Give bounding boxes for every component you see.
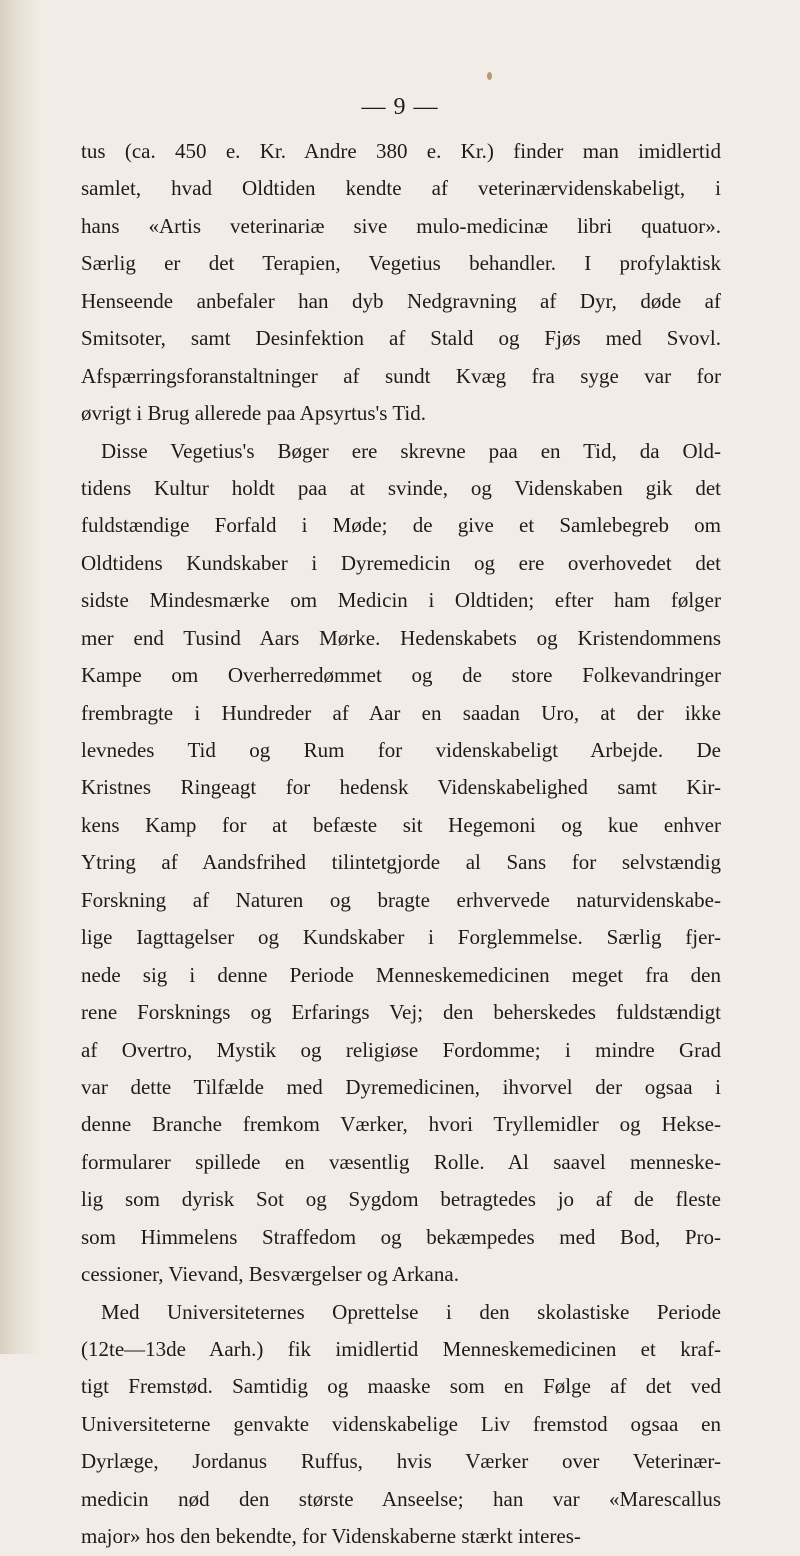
text-line: af Overtro, Mystik og religiøse Fordomme; i mindre Grad xyxy=(81,1037,721,1062)
text-line: Kampe om Overherredømmet og de store Folkevandringer xyxy=(81,663,721,688)
text-line: Afspærringsforanstaltninger af sundt Kvæg fra syge var for xyxy=(81,363,721,388)
text-line: Med Universiteternes Oprettelse i den skolastiske Periode xyxy=(101,1299,721,1324)
ink-speck xyxy=(487,72,492,80)
text-line: levnedes Tid og Rum for videnskabeligt Arbejde. De xyxy=(81,738,721,762)
page-body xyxy=(81,133,721,1556)
text-line: Dyrlæge, Jordanus Ruffus, hvis Værker over Veterinær- xyxy=(81,1449,721,1474)
text-line: tus (ca. 450 e. Kr. Andre 380 e. Kr.) finder man imidlertid xyxy=(81,139,721,163)
text-line: Disse Vegetius's Bøger ere skrevne paa en Tid, da Old- xyxy=(101,438,721,463)
text-line: formularer spillede en væsentlig Rolle. Al saavel menneske- xyxy=(81,1149,721,1174)
text-line: tigt Fremstød. Samtidig og maaske som en Følge af det ved xyxy=(81,1374,721,1399)
text-line: cessioner, Vievand, Besværgelser og Arkana. xyxy=(81,1262,459,1287)
text-line: denne Branche fremkom Værker, hvori Tryllemidler og Hekse- xyxy=(81,1112,721,1137)
text-line: Ytring af Aandsfrihed tilintetgjorde al Sans for selvstændig xyxy=(81,850,721,875)
text-line: Smitsoter, samt Desinfektion af Stald og Fjøs med Svovl. xyxy=(81,326,721,351)
text-line: rene Forsknings og Erfarings Vej; den beherskedes fuldstændigt xyxy=(81,1000,721,1025)
text-line: tidens Kultur holdt paa at svinde, og Videnskaben gik det xyxy=(81,475,721,500)
text-line: samlet, hvad Oldtiden kendte af veterinærvidenskabeligt, i xyxy=(81,176,721,201)
text-line: Henseende anbefaler han dyb Nedgravning af Dyr, døde af xyxy=(81,288,721,313)
text-line: hans «Artis veterinariæ sive mulo-medicinæ libri quatuor». xyxy=(81,213,721,238)
text-line: medicin nød den største Anseelse; han var «Marescallus xyxy=(81,1486,721,1511)
text-line: som Himmelens Straffedom og bekæmpedes med Bod, Pro- xyxy=(81,1224,721,1249)
text-line: kens Kamp for at befæste sit Hegemoni og kue enhver xyxy=(81,812,721,837)
text-line: mer end Tusind Aars Mørke. Hedenskabets og Kristendommens xyxy=(81,625,721,650)
text-line: var dette Tilfælde med Dyremedicinen, ihvorvel der ogsaa i xyxy=(81,1074,721,1099)
text-line: Universiteterne genvakte videnskabelige Liv fremstod ogsaa en xyxy=(81,1411,721,1436)
text-line: lige Iagttagelser og Kundskaber i Forglemmelse. Særlig fjer- xyxy=(81,925,721,950)
text-line: fuldstændige Forfald i Møde; de give et Samlebegreb om xyxy=(81,513,721,538)
text-line: (12te—13de Aarh.) fik imidlertid Menneskemedicinen et kraf- xyxy=(81,1337,721,1361)
text-line: Særlig er det Terapien, Vegetius behandler. I profylaktisk xyxy=(81,251,721,276)
page-number: — 9 — xyxy=(361,94,439,120)
text-line: Forskning af Naturen og bragte erhvervede naturvidenskabe- xyxy=(81,887,721,912)
text-line: øvrigt i Brug allerede paa Apsyrtus's Tid. xyxy=(81,401,427,426)
page-edge-shadow xyxy=(0,0,40,1354)
text-line: lig som dyrisk Sot og Sygdom betragtedes jo af de fleste xyxy=(81,1187,721,1212)
text-line: nede sig i denne Periode Menneskemedicinen meget fra den xyxy=(81,962,721,987)
text-line: Oldtidens Kundskaber i Dyremedicin og ere overhovedet det xyxy=(81,550,721,575)
text-line: sidste Mindesmærke om Medicin i Oldtiden; efter ham følger xyxy=(81,588,721,613)
text-line: Kristnes Ringeagt for hedensk Videnskabelighed samt Kir- xyxy=(81,775,721,800)
text-line: major» hos den bekendte, for Videnskaberne stærkt interes- xyxy=(81,1524,581,1549)
text-line: frembragte i Hundreder af Aar en saadan Uro, at der ikke xyxy=(81,700,721,725)
